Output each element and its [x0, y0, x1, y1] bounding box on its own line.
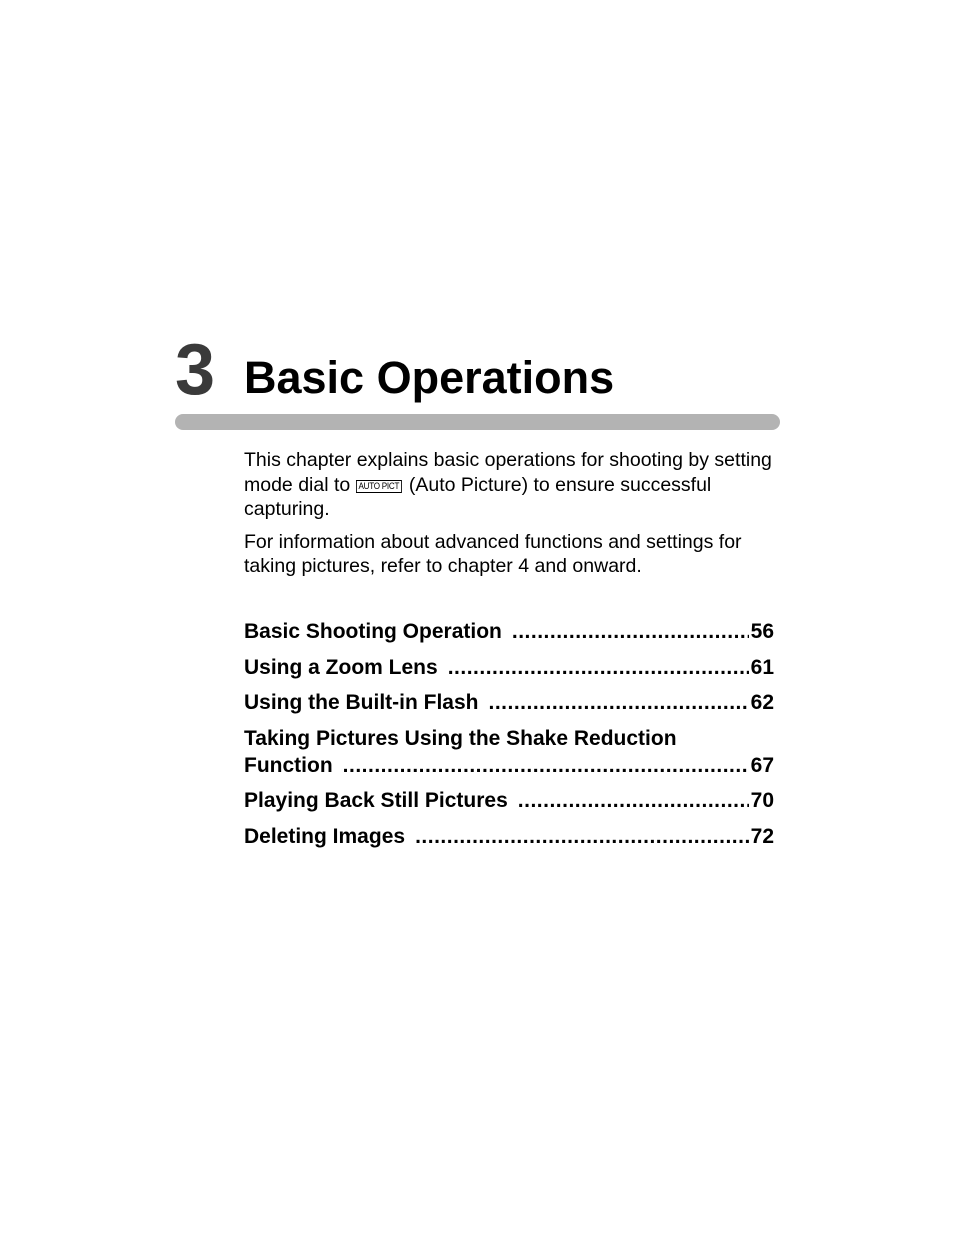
- intro-text-before-icon: This chapter explains basic operations for shooting by setting mode dial to: [244, 449, 772, 496]
- toc-entry-built-in-flash[interactable]: [244, 689, 774, 716]
- toc-entry-line2: [244, 752, 774, 779]
- intro-paragraph-2: For information about advanced functions and settings for taking pictures, refer to chapter 4 and onward.: [244, 530, 742, 577]
- title-divider-bar: [175, 414, 780, 430]
- toc-entry-playing-back[interactable]: [244, 787, 774, 814]
- chapter-title: Basic Operations: [244, 352, 615, 403]
- toc-entry-basic-shooting[interactable]: [244, 618, 774, 645]
- toc-entry-label: Using a Zoom Lens: [244, 655, 438, 679]
- toc-dot-leader: [448, 654, 749, 681]
- toc-page-number: 70: [750, 789, 774, 812]
- toc-page-number: 56: [750, 620, 774, 643]
- auto-picture-mode-icon: AUTO PICT: [356, 480, 402, 493]
- toc-dot-leader: [343, 752, 749, 779]
- toc-entry-label: Using the Built-in Flash: [244, 691, 479, 714]
- toc-entry-zoom-lens[interactable]: [244, 654, 774, 681]
- toc-entry-label-line1: Taking Pictures Using the Shake Reduction: [244, 726, 677, 750]
- toc-entry-label: Deleting Images: [244, 824, 406, 848]
- toc-entry-label-line2: Function: [244, 753, 333, 777]
- toc-page-number: 62: [750, 691, 774, 714]
- chapter-number: 3: [175, 330, 216, 410]
- intro-paragraph-1: [244, 448, 784, 522]
- toc-entry-deleting-images[interactable]: [244, 823, 774, 850]
- toc-entry-shake-reduction[interactable]: [244, 725, 774, 779]
- chapter-intro: [244, 448, 784, 587]
- table-of-contents: [244, 618, 774, 858]
- toc-entry-label: Playing Back Still Pictures: [244, 789, 508, 812]
- toc-dot-leader: [415, 823, 749, 850]
- toc-page-number: 72: [750, 824, 774, 848]
- toc-dot-leader: [518, 787, 749, 814]
- toc-dot-leader: [512, 618, 749, 645]
- toc-page-number: 61: [750, 655, 774, 679]
- intro-text-after-icon: (Auto Picture) to ensure successful capturing.: [244, 473, 712, 520]
- toc-page-number: 67: [750, 753, 774, 777]
- toc-dot-leader: [489, 689, 749, 716]
- toc-entry-label: Basic Shooting Operation: [244, 620, 502, 643]
